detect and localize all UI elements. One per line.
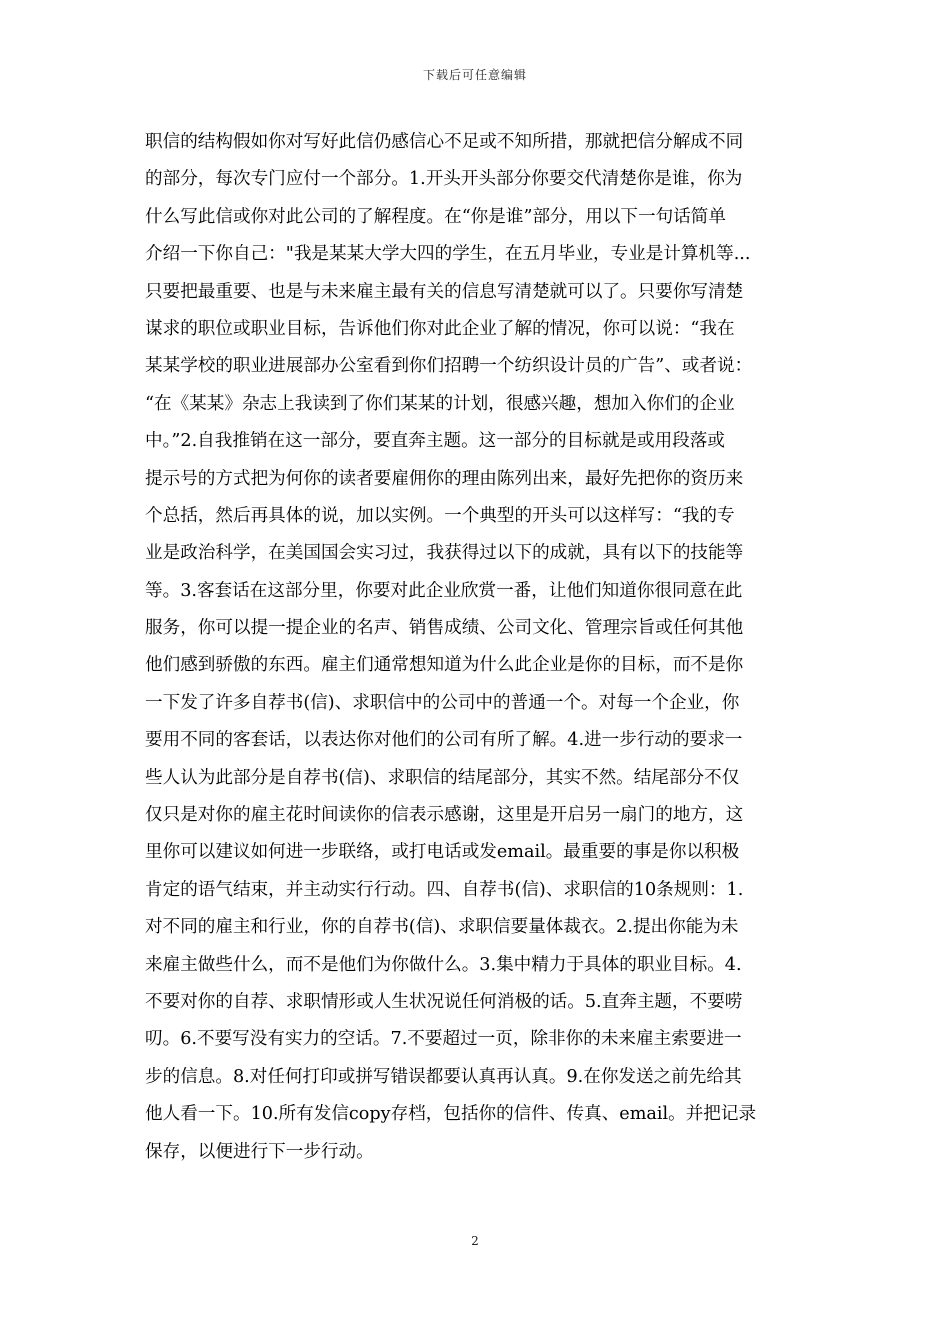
body-line-25: 叨。6.不要写没有实力的空话。7.不要超过一页，除非你的未来雇主索要进一 [145,1029,742,1050]
body-line-12: 业是政治科学，在美国国会实习过，我获得过以下的成就，具有以下的技能等 [145,543,744,564]
body-line-28: 保存，以便进行下一步行动。 [145,1141,374,1162]
body-line-24: 不要对你的自荐、求职情形或人生状况说任何消极的话。5.直奔主题，不要唠 [145,991,743,1012]
body-line-22: 对不同的雇主和行业，你的自荐书(信)、求职信要量体裁衣。2.提出你能为未 [145,917,739,938]
body-line-10: 提示号的方式把为何你的读者要雇佣你的理由陈列出来，最好先把你的资历来 [145,468,744,489]
body-line-6: 谋求的职位或职业目标，告诉他们你对此企业了解的情况，你可以说：“我在 [145,318,735,339]
document-body [145,124,807,1171]
body-line-8: “在《某某》杂志上我读到了你们某某的计划，很感兴趣，想加入你们的企业 [145,393,735,414]
body-line-15: 他们感到骄傲的东西。雇主们通常想知道为什么此企业是你的目标，而不是你 [145,655,744,676]
page-header: 下载后可任意编辑 [422,68,527,82]
body-line-23: 来雇主做些什么，而不是他们为你做什么。3.集中精力于具体的职业目标。4. [145,954,742,975]
body-line-2: 的部分，每次专门应付一个部分。1.开头开头部分你要交代清楚你是谁，你为 [145,169,743,190]
body-line-1: 职信的结构假如你对写好此信仍感信心不足或不知所措，那就把信分解成不同 [145,132,744,152]
body-line-19: 仅只是对你的雇主花时间读你的信表示感谢，这里是开启另一扇门的地方，这 [145,805,744,826]
body-line-11: 个总括，然后再具体的说，加以实例。一个典型的开头可以这样写：“我的专 [145,505,735,526]
body-line-17: 要用不同的客套话，以表达你对他们的公司有所了解。4.进一步行动的要求一 [145,730,743,751]
body-line-16: 一下发了许多自荐书(信)、求职信中的公司中的普通一个。对每一个企业，你 [145,692,740,713]
body-line-18: 些人认为此部分是自荐书(信)、求职信的结尾部分，其实不然。结尾部分不仅 [145,767,740,788]
body-line-21: 肯定的语气结束，并主动实行行动。四、自荐书(信)、求职信的10条规则：1. [145,879,744,900]
body-line-9: 中。”2.自我推销在这一部分，要直奔主题。这一部分的目标就是或用段落或 [145,431,725,452]
body-line-27: 他人看一下。10.所有发信copy存档，包括你的信件、传真、email。并把记录 [145,1104,757,1125]
body-line-3: 什么写此信或你对此公司的了解程度。在“你是谁”部分，用以下一句话简单 [145,206,726,227]
body-line-7: 某某学校的职业进展部办公室看到你们招聘一个纺织设计员的广告”、或者说： [145,356,753,377]
body-line-20: 里你可以建议如何进一步联络，或打电话或发email。最重要的事是你以积极 [145,842,740,863]
body-line-14: 服务，你可以提一提企业的名声、销售成绩、公司文化、管理宗旨或任何其他 [145,618,744,639]
body-line-13: 等。3.客套话在这部分里，你要对此企业欣赏一番，让他们知道你很同意在此 [145,580,743,601]
body-line-26: 步的信息。8.对任何打印或拼写错误都要认真再认真。9.在你发送之前先给其 [145,1066,742,1087]
page-number: 2 [471,1234,479,1248]
body-line-5: 只要把最重要、也是与未来雇主最有关的信息写清楚就可以了。只要你写清楚 [145,281,744,302]
body-line-4: 介绍一下你自己："我是某某大学大四的学生，在五月毕业，专业是计算机等... [145,244,751,265]
